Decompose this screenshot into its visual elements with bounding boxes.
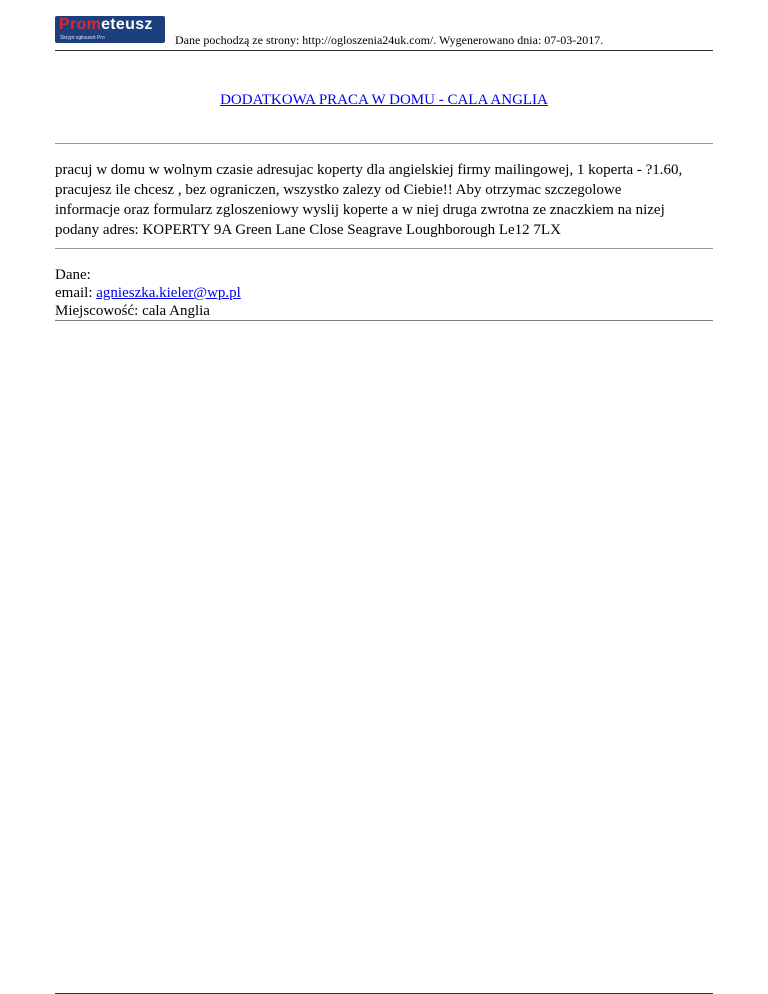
description-line: informacje oraz formularz zgloszeniowy wyslij koperte a w niej druga zwrotna ze znaczkiem na nizej: [55, 202, 665, 218]
details-heading: Dane:: [55, 267, 91, 283]
description-divider: [55, 248, 713, 249]
ad-title: [0, 92, 768, 109]
email-row: [55, 284, 241, 302]
email-link[interactable]: agnieszka.kieler@wp.pl: [96, 285, 241, 301]
logo-tagline: Skrypt ogłoszeń Pro: [60, 35, 105, 41]
contact-details: [55, 266, 241, 320]
source-note: Dane pochodzą ze strony: http://ogloszenia24uk.com/. Wygenerowano dnia: 07-03-2017.: [175, 33, 604, 47]
description-line: pracujesz ile chcesz , bez ograniczen, wszystko zalezy od Ciebie!! Aby otrzymac szczegolowe: [55, 182, 622, 198]
email-label: email:: [55, 285, 97, 301]
ad-title-link[interactable]: DODATKOWA PRACA W DOMU - CALA ANGLIA: [220, 92, 548, 108]
description-line: podany adres: KOPERTY 9A Green Lane Close Seagrave Loughborough Le12 7LX: [55, 222, 561, 238]
prometeusz-logo: [55, 16, 165, 43]
location-value: cala Anglia: [142, 303, 210, 319]
location-row: [55, 302, 241, 320]
logo-wordmark: Prometeusz: [59, 16, 153, 33]
title-divider: [55, 143, 713, 144]
location-label: Miejscowość:: [55, 303, 143, 319]
details-divider: [55, 320, 713, 321]
header-divider: [55, 50, 713, 51]
ad-description: [55, 160, 715, 240]
description-line: pracuj w domu w wolnym czasie adresujac koperty dla angielskiej firmy mailingowej, 1 koperta - ?1.60,: [55, 162, 683, 178]
